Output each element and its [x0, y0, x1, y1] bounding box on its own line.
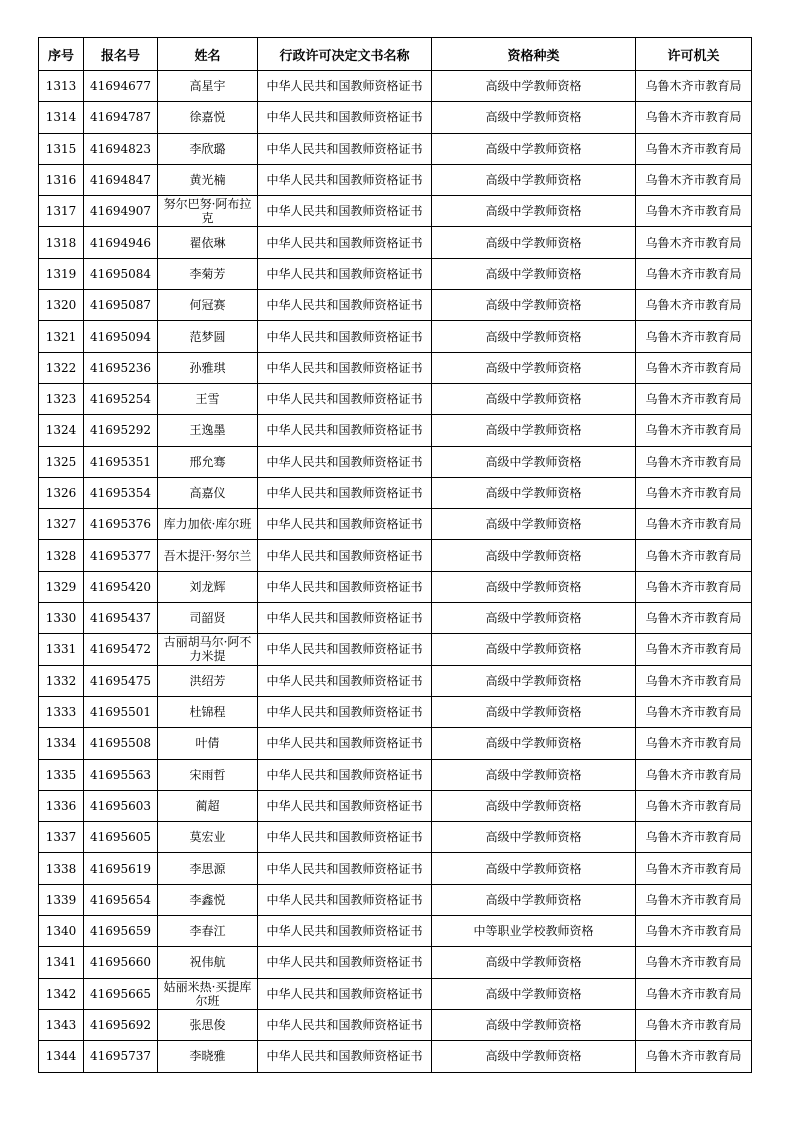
serial-cell: 1315: [39, 133, 84, 164]
serial-cell: 1334: [39, 728, 84, 759]
qualification-type-cell: 高级中学教师资格: [432, 665, 636, 696]
serial-cell: 1331: [39, 634, 84, 665]
table-row: [39, 759, 752, 790]
table-row: [39, 916, 752, 947]
table-row: [39, 1041, 752, 1072]
name-cell: 李春江: [158, 916, 258, 947]
table-row: [39, 790, 752, 821]
registration-no-cell: 41695472: [84, 634, 158, 665]
qualification-type-cell: 高级中学教师资格: [432, 759, 636, 790]
licensing-authority-cell: 乌鲁木齐市教育局: [636, 509, 752, 540]
name-cell: 宋雨哲: [158, 759, 258, 790]
serial-cell: 1342: [39, 978, 84, 1009]
document-name-cell: 中华人民共和国教师资格证书: [258, 1041, 432, 1072]
header-name: 姓名: [158, 38, 258, 71]
qualification-type-cell: 高级中学教师资格: [432, 415, 636, 446]
licensing-authority-cell: 乌鲁木齐市教育局: [636, 853, 752, 884]
qualification-type-cell: 高级中学教师资格: [432, 258, 636, 289]
document-name-cell: 中华人民共和国教师资格证书: [258, 665, 432, 696]
document-name-cell: 中华人民共和国教师资格证书: [258, 634, 432, 665]
header-qualification-type: 资格种类: [432, 38, 636, 71]
name-cell: 何冠赛: [158, 290, 258, 321]
qualification-type-cell: 高级中学教师资格: [432, 164, 636, 195]
licensing-authority-cell: 乌鲁木齐市教育局: [636, 477, 752, 508]
table-row: [39, 258, 752, 289]
header-document-name: 行政许可决定文书名称: [258, 38, 432, 71]
name-cell: 姑丽米热·买提库尔班: [158, 978, 258, 1009]
qualification-type-cell: 高级中学教师资格: [432, 509, 636, 540]
serial-cell: 1319: [39, 258, 84, 289]
name-cell: 范梦圆: [158, 321, 258, 352]
registration-no-cell: 41695087: [84, 290, 158, 321]
serial-cell: 1328: [39, 540, 84, 571]
licensing-authority-cell: 乌鲁木齐市教育局: [636, 102, 752, 133]
document-name-cell: 中华人民共和国教师资格证书: [258, 728, 432, 759]
name-cell: 努尔巴努·阿布拉克: [158, 196, 258, 227]
registration-no-cell: 41694823: [84, 133, 158, 164]
licensing-authority-cell: 乌鲁木齐市教育局: [636, 540, 752, 571]
qualification-type-cell: 高级中学教师资格: [432, 477, 636, 508]
licensing-authority-cell: 乌鲁木齐市教育局: [636, 290, 752, 321]
qualification-type-cell: 高级中学教师资格: [432, 227, 636, 258]
qualification-type-cell: 高级中学教师资格: [432, 822, 636, 853]
table-row: [39, 822, 752, 853]
registration-no-cell: 41695619: [84, 853, 158, 884]
table-row: [39, 1009, 752, 1040]
header-serial: 序号: [39, 38, 84, 71]
table-row: [39, 728, 752, 759]
licensing-authority-cell: 乌鲁木齐市教育局: [636, 71, 752, 102]
licensing-authority-cell: 乌鲁木齐市教育局: [636, 383, 752, 414]
qualification-type-cell: 高级中学教师资格: [432, 790, 636, 821]
qualification-type-cell: 高级中学教师资格: [432, 196, 636, 227]
name-cell: 库力加依·库尔班: [158, 509, 258, 540]
table-row: [39, 477, 752, 508]
document-name-cell: 中华人民共和国教师资格证书: [258, 133, 432, 164]
registration-no-cell: 41695084: [84, 258, 158, 289]
table-row: [39, 290, 752, 321]
registration-no-cell: 41695605: [84, 822, 158, 853]
serial-cell: 1339: [39, 884, 84, 915]
registration-no-cell: 41695236: [84, 352, 158, 383]
name-cell: 李菊芳: [158, 258, 258, 289]
document-name-cell: 中华人民共和国教师资格证书: [258, 477, 432, 508]
serial-cell: 1329: [39, 571, 84, 602]
licensing-authority-cell: 乌鲁木齐市教育局: [636, 978, 752, 1009]
serial-cell: 1314: [39, 102, 84, 133]
name-cell: 王雪: [158, 383, 258, 414]
document-name-cell: 中华人民共和国教师资格证书: [258, 571, 432, 602]
table-row: [39, 415, 752, 446]
qualification-type-cell: 高级中学教师资格: [432, 1009, 636, 1040]
teacher-certificate-table: [38, 37, 752, 1073]
qualification-type-cell: 高级中学教师资格: [432, 978, 636, 1009]
name-cell: 杜锦程: [158, 696, 258, 727]
licensing-authority-cell: 乌鲁木齐市教育局: [636, 665, 752, 696]
qualification-type-cell: 高级中学教师资格: [432, 383, 636, 414]
name-cell: 李欣璐: [158, 133, 258, 164]
serial-cell: 1325: [39, 446, 84, 477]
serial-cell: 1336: [39, 790, 84, 821]
document-name-cell: 中华人民共和国教师资格证书: [258, 258, 432, 289]
table-row: [39, 196, 752, 227]
document-name-cell: 中华人民共和国教师资格证书: [258, 321, 432, 352]
name-cell: 孙雅琪: [158, 352, 258, 383]
name-cell: 邢允骞: [158, 446, 258, 477]
serial-cell: 1322: [39, 352, 84, 383]
licensing-authority-cell: 乌鲁木齐市教育局: [636, 571, 752, 602]
registration-no-cell: 41694847: [84, 164, 158, 195]
registration-no-cell: 41695659: [84, 916, 158, 947]
document-name-cell: 中华人民共和国教师资格证书: [258, 978, 432, 1009]
document-name-cell: 中华人民共和国教师资格证书: [258, 884, 432, 915]
licensing-authority-cell: 乌鲁木齐市教育局: [636, 227, 752, 258]
table-row: [39, 665, 752, 696]
document-name-cell: 中华人民共和国教师资格证书: [258, 196, 432, 227]
document-name-cell: 中华人民共和国教师资格证书: [258, 947, 432, 978]
table-row: [39, 321, 752, 352]
document-name-cell: 中华人民共和国教师资格证书: [258, 603, 432, 634]
licensing-authority-cell: 乌鲁木齐市教育局: [636, 884, 752, 915]
table-row: [39, 164, 752, 195]
document-name-cell: 中华人民共和国教师资格证书: [258, 415, 432, 446]
licensing-authority-cell: 乌鲁木齐市教育局: [636, 1041, 752, 1072]
header-row: [39, 38, 752, 71]
serial-cell: 1344: [39, 1041, 84, 1072]
licensing-authority-cell: 乌鲁木齐市教育局: [636, 415, 752, 446]
table-row: [39, 978, 752, 1009]
document-name-cell: 中华人民共和国教师资格证书: [258, 71, 432, 102]
qualification-type-cell: 高级中学教师资格: [432, 947, 636, 978]
serial-cell: 1333: [39, 696, 84, 727]
licensing-authority-cell: 乌鲁木齐市教育局: [636, 352, 752, 383]
registration-no-cell: 41695376: [84, 509, 158, 540]
licensing-authority-cell: 乌鲁木齐市教育局: [636, 790, 752, 821]
registration-no-cell: 41695692: [84, 1009, 158, 1040]
table-row: [39, 383, 752, 414]
name-cell: 祝伟航: [158, 947, 258, 978]
serial-cell: 1340: [39, 916, 84, 947]
serial-cell: 1327: [39, 509, 84, 540]
registration-no-cell: 41695292: [84, 415, 158, 446]
qualification-type-cell: 高级中学教师资格: [432, 853, 636, 884]
name-cell: 叶倩: [158, 728, 258, 759]
name-cell: 高嘉仪: [158, 477, 258, 508]
document-name-cell: 中华人民共和国教师资格证书: [258, 352, 432, 383]
serial-cell: 1335: [39, 759, 84, 790]
table-row: [39, 102, 752, 133]
table-row: [39, 509, 752, 540]
name-cell: 徐嘉悦: [158, 102, 258, 133]
document-name-cell: 中华人民共和国教师资格证书: [258, 853, 432, 884]
licensing-authority-cell: 乌鲁木齐市教育局: [636, 759, 752, 790]
registration-no-cell: 41695094: [84, 321, 158, 352]
serial-cell: 1317: [39, 196, 84, 227]
registration-no-cell: 41695563: [84, 759, 158, 790]
document-name-cell: 中华人民共和国教师资格证书: [258, 790, 432, 821]
name-cell: 黄光楠: [158, 164, 258, 195]
serial-cell: 1316: [39, 164, 84, 195]
name-cell: 司韶贤: [158, 603, 258, 634]
document-name-cell: 中华人民共和国教师资格证书: [258, 916, 432, 947]
name-cell: 蔺超: [158, 790, 258, 821]
document-name-cell: 中华人民共和国教师资格证书: [258, 696, 432, 727]
qualification-type-cell: 高级中学教师资格: [432, 571, 636, 602]
licensing-authority-cell: 乌鲁木齐市教育局: [636, 164, 752, 195]
name-cell: 古丽胡马尔·阿不力米提: [158, 634, 258, 665]
table-row: [39, 133, 752, 164]
registration-no-cell: 41695737: [84, 1041, 158, 1072]
name-cell: 王逸墨: [158, 415, 258, 446]
qualification-type-cell: 高级中学教师资格: [432, 884, 636, 915]
qualification-type-cell: 高级中学教师资格: [432, 728, 636, 759]
registration-no-cell: 41695377: [84, 540, 158, 571]
registration-no-cell: 41695660: [84, 947, 158, 978]
licensing-authority-cell: 乌鲁木齐市教育局: [636, 321, 752, 352]
registration-no-cell: 41694677: [84, 71, 158, 102]
serial-cell: 1326: [39, 477, 84, 508]
qualification-type-cell: 高级中学教师资格: [432, 321, 636, 352]
header-registration-no: 报名号: [84, 38, 158, 71]
serial-cell: 1338: [39, 853, 84, 884]
registration-no-cell: 41695475: [84, 665, 158, 696]
licensing-authority-cell: 乌鲁木齐市教育局: [636, 947, 752, 978]
licensing-authority-cell: 乌鲁木齐市教育局: [636, 916, 752, 947]
table-row: [39, 352, 752, 383]
qualification-type-cell: 高级中学教师资格: [432, 446, 636, 477]
name-cell: 洪绍芳: [158, 665, 258, 696]
document-name-cell: 中华人民共和国教师资格证书: [258, 759, 432, 790]
document-name-cell: 中华人民共和国教师资格证书: [258, 290, 432, 321]
registration-no-cell: 41695508: [84, 728, 158, 759]
serial-cell: 1330: [39, 603, 84, 634]
table-row: [39, 696, 752, 727]
name-cell: 李晓雅: [158, 1041, 258, 1072]
serial-cell: 1341: [39, 947, 84, 978]
licensing-authority-cell: 乌鲁木齐市教育局: [636, 446, 752, 477]
document-name-cell: 中华人民共和国教师资格证书: [258, 102, 432, 133]
registration-no-cell: 41695654: [84, 884, 158, 915]
name-cell: 刘龙辉: [158, 571, 258, 602]
registration-no-cell: 41694787: [84, 102, 158, 133]
licensing-authority-cell: 乌鲁木齐市教育局: [636, 634, 752, 665]
table-row: [39, 446, 752, 477]
registration-no-cell: 41694907: [84, 196, 158, 227]
licensing-authority-cell: 乌鲁木齐市教育局: [636, 196, 752, 227]
name-cell: 翟依琳: [158, 227, 258, 258]
licensing-authority-cell: 乌鲁木齐市教育局: [636, 603, 752, 634]
qualification-type-cell: 高级中学教师资格: [432, 133, 636, 164]
licensing-authority-cell: 乌鲁木齐市教育局: [636, 696, 752, 727]
registration-no-cell: 41695437: [84, 603, 158, 634]
serial-cell: 1324: [39, 415, 84, 446]
serial-cell: 1323: [39, 383, 84, 414]
qualification-type-cell: 高级中学教师资格: [432, 603, 636, 634]
name-cell: 李思源: [158, 853, 258, 884]
serial-cell: 1318: [39, 227, 84, 258]
table-row: [39, 947, 752, 978]
qualification-type-cell: 高级中学教师资格: [432, 696, 636, 727]
licensing-authority-cell: 乌鲁木齐市教育局: [636, 1009, 752, 1040]
table-row: [39, 540, 752, 571]
qualification-type-cell: 高级中学教师资格: [432, 71, 636, 102]
qualification-type-cell: 高级中学教师资格: [432, 352, 636, 383]
document-name-cell: 中华人民共和国教师资格证书: [258, 446, 432, 477]
registration-no-cell: 41694946: [84, 227, 158, 258]
document-name-cell: 中华人民共和国教师资格证书: [258, 509, 432, 540]
qualification-type-cell: 高级中学教师资格: [432, 540, 636, 571]
name-cell: 张思俊: [158, 1009, 258, 1040]
table-row: [39, 71, 752, 102]
serial-cell: 1337: [39, 822, 84, 853]
document-name-cell: 中华人民共和国教师资格证书: [258, 822, 432, 853]
header-licensing-authority: 许可机关: [636, 38, 752, 71]
document-name-cell: 中华人民共和国教师资格证书: [258, 383, 432, 414]
qualification-type-cell: 中等职业学校教师资格: [432, 916, 636, 947]
qualification-type-cell: 高级中学教师资格: [432, 290, 636, 321]
licensing-authority-cell: 乌鲁木齐市教育局: [636, 133, 752, 164]
licensing-authority-cell: 乌鲁木齐市教育局: [636, 822, 752, 853]
qualification-type-cell: 高级中学教师资格: [432, 634, 636, 665]
licensing-authority-cell: 乌鲁木齐市教育局: [636, 258, 752, 289]
registration-no-cell: 41695420: [84, 571, 158, 602]
table-row: [39, 884, 752, 915]
table-row: [39, 603, 752, 634]
table-row: [39, 634, 752, 665]
table-row: [39, 227, 752, 258]
registration-no-cell: 41695501: [84, 696, 158, 727]
serial-cell: 1343: [39, 1009, 84, 1040]
document-name-cell: 中华人民共和国教师资格证书: [258, 1009, 432, 1040]
registration-no-cell: 41695665: [84, 978, 158, 1009]
document-name-cell: 中华人民共和国教师资格证书: [258, 227, 432, 258]
document-name-cell: 中华人民共和国教师资格证书: [258, 540, 432, 571]
name-cell: 高星宇: [158, 71, 258, 102]
serial-cell: 1332: [39, 665, 84, 696]
registration-no-cell: 41695254: [84, 383, 158, 414]
serial-cell: 1313: [39, 71, 84, 102]
table-row: [39, 853, 752, 884]
licensing-authority-cell: 乌鲁木齐市教育局: [636, 728, 752, 759]
serial-cell: 1321: [39, 321, 84, 352]
name-cell: 李鑫悦: [158, 884, 258, 915]
registration-no-cell: 41695603: [84, 790, 158, 821]
registration-no-cell: 41695351: [84, 446, 158, 477]
name-cell: 吾木提汗·努尔兰: [158, 540, 258, 571]
qualification-type-cell: 高级中学教师资格: [432, 1041, 636, 1072]
document-name-cell: 中华人民共和国教师资格证书: [258, 164, 432, 195]
registration-no-cell: 41695354: [84, 477, 158, 508]
name-cell: 莫宏业: [158, 822, 258, 853]
qualification-type-cell: 高级中学教师资格: [432, 102, 636, 133]
serial-cell: 1320: [39, 290, 84, 321]
table-row: [39, 571, 752, 602]
